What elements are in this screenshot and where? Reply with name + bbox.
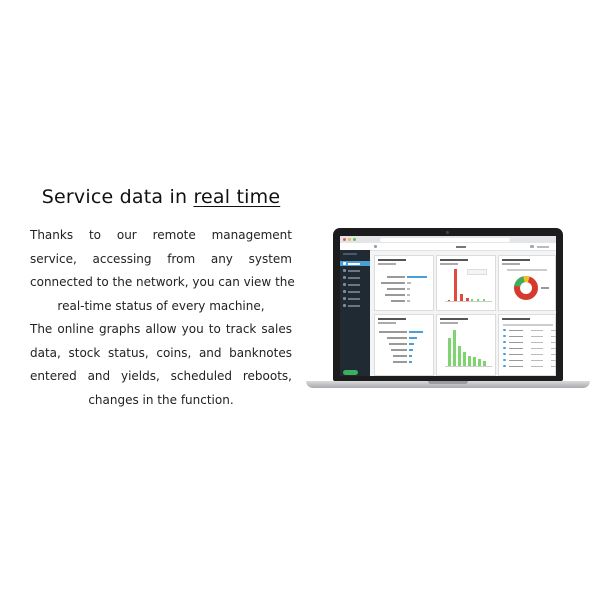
laptop-base (306, 381, 590, 388)
list-item (503, 347, 556, 349)
card-top-right (498, 255, 556, 311)
donut-chart (513, 275, 539, 301)
menu-icon (374, 245, 377, 248)
list-item (503, 329, 556, 331)
sidebar-action-button (343, 370, 358, 375)
dashboard-topbar (340, 243, 556, 251)
headline-prefix: Service data in (41, 186, 188, 208)
headline (30, 186, 292, 208)
list-item (503, 365, 556, 367)
body-line-2: service, accessing from any system (30, 251, 292, 266)
sidebar-item-5 (343, 290, 367, 293)
list-item (503, 359, 556, 361)
browser-url-bar (380, 238, 510, 242)
list-item (503, 335, 556, 337)
body-line-3: connected to the network, you can view the (30, 275, 295, 289)
window-minimize-dot (348, 238, 351, 241)
laptop-lid (333, 228, 563, 381)
topbar-title (456, 246, 466, 248)
card-bottom-middle (436, 314, 496, 376)
window-zoom-dot (353, 238, 356, 241)
sidebar-item-dashboard (340, 261, 370, 266)
user-icon (530, 245, 534, 248)
sidebar-item-3 (343, 276, 367, 279)
body-line-6: data, stock status, coins, and banknotes (30, 345, 292, 360)
sidebar-item-2 (343, 269, 367, 272)
card-bottom-right (498, 314, 556, 376)
chart-legend (467, 269, 487, 275)
body-line-1: Thanks to our remote management (30, 228, 292, 242)
laptop-camera (446, 231, 449, 234)
body-line-8: changes in the function. (88, 392, 234, 407)
window-close-dot (343, 238, 346, 241)
body-line-5: The online graphs allow you to track sales (30, 322, 292, 336)
promo-text-block (30, 186, 295, 412)
list-item (503, 353, 556, 355)
user-name (537, 246, 549, 248)
list-item (503, 341, 556, 343)
sidebar-item-7 (343, 304, 367, 307)
body-line-4: real-time status of every machine, (57, 298, 265, 313)
body-line-7: entered and yields, scheduled reboots, (30, 369, 292, 383)
card-top-left (374, 255, 434, 311)
card-bottom-left (374, 314, 434, 376)
sidebar-item-4 (343, 283, 367, 286)
sidebar-item-6 (343, 297, 367, 300)
card-top-middle (436, 255, 496, 311)
dashboard-sidebar (340, 250, 370, 376)
browser-chrome (340, 236, 556, 243)
sidebar-logo (343, 253, 357, 255)
dashboard-screenshot (340, 236, 556, 376)
headline-underlined: real time (193, 186, 281, 208)
laptop-image (306, 228, 590, 392)
